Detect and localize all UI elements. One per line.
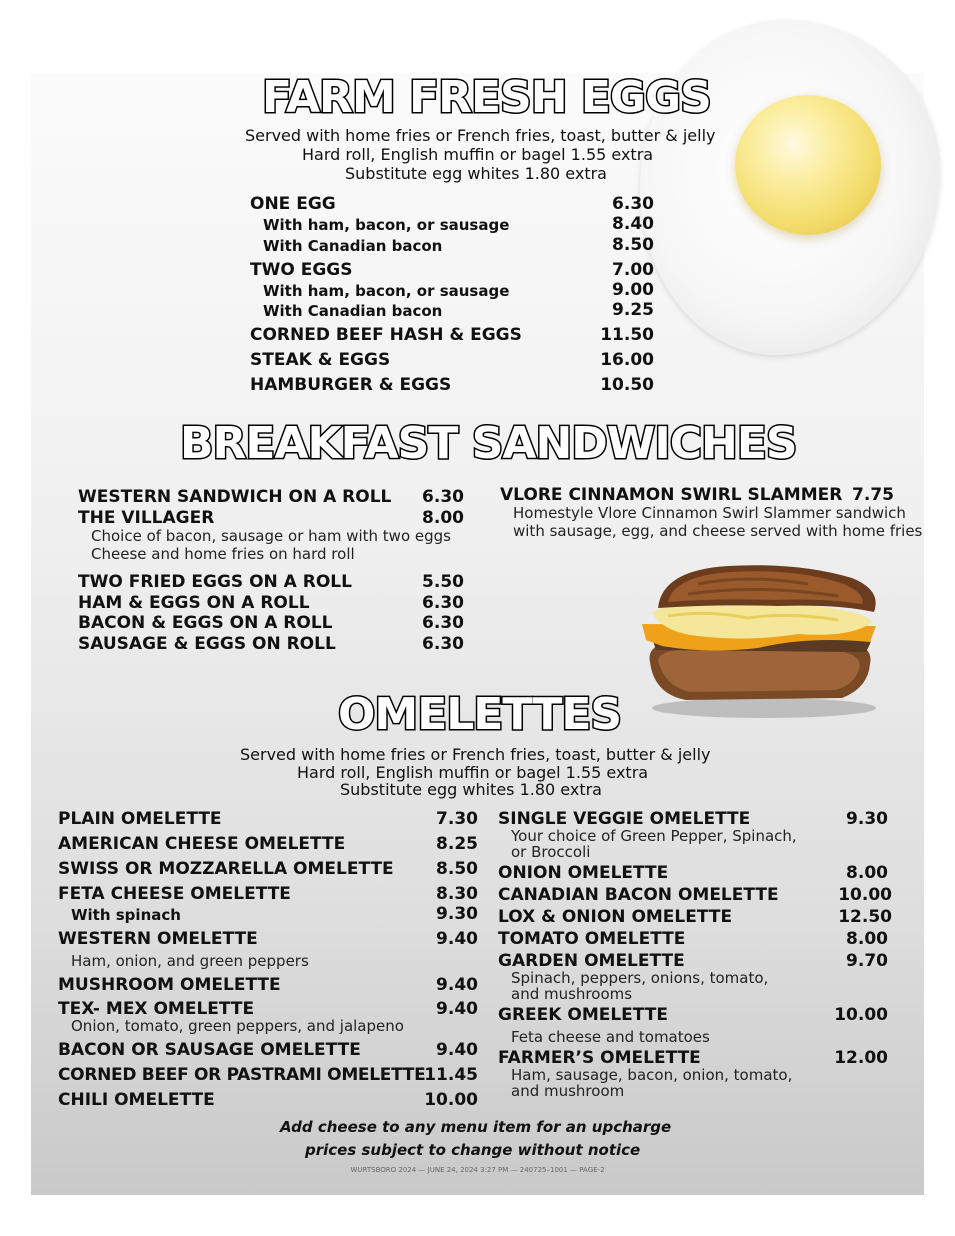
omelettes-subtitle-1: Served with home fries or French fries, toast, butter & jelly bbox=[240, 745, 711, 764]
menu-item bbox=[263, 237, 654, 255]
item-price: 9.00 bbox=[612, 280, 654, 300]
menu-item bbox=[498, 929, 888, 949]
item-price: 10.50 bbox=[600, 375, 654, 395]
menu-item bbox=[78, 593, 464, 613]
menu-item bbox=[263, 302, 654, 320]
menu-item bbox=[78, 487, 464, 507]
omelettes-subtitle-2: Hard roll, English muffin or bagel 1.55 extra bbox=[297, 763, 649, 782]
item-price: 6.30 bbox=[612, 194, 654, 214]
menu-item bbox=[58, 834, 478, 854]
item-price: 5.50 bbox=[422, 572, 464, 592]
item-price: 11.50 bbox=[600, 325, 654, 345]
item-name: CANADIAN BACON OMELETTE bbox=[498, 885, 779, 905]
item-description: Onion, tomato, green peppers, and jalapeno bbox=[71, 1017, 404, 1035]
item-description: Choice of bacon, sausage or ham with two eggs bbox=[91, 527, 451, 545]
item-price: 7.00 bbox=[612, 260, 654, 280]
item-price: 8.00 bbox=[846, 863, 888, 883]
item-price: 9.25 bbox=[612, 300, 654, 320]
item-name: SINGLE VEGGIE OMELETTE bbox=[498, 809, 751, 829]
menu-item bbox=[78, 634, 464, 654]
item-description: Ham, sausage, bacon, onion, tomato, bbox=[511, 1066, 793, 1084]
item-price: 10.00 bbox=[834, 1005, 888, 1025]
item-name: BACON OR SAUSAGE OMELETTE bbox=[58, 1040, 361, 1060]
item-name: WESTERN SANDWICH ON A ROLL bbox=[78, 487, 392, 507]
item-name: TEX- MEX OMELETTE bbox=[58, 999, 255, 1019]
item-name: THE VILLAGER bbox=[78, 508, 215, 528]
menu-item bbox=[498, 885, 892, 905]
menu-item bbox=[263, 282, 654, 300]
item-description: Feta cheese and tomatoes bbox=[511, 1028, 710, 1046]
item-name: TOMATO OMELETTE bbox=[498, 929, 686, 949]
item-price: 12.00 bbox=[834, 1048, 888, 1068]
item-description: or Broccoli bbox=[511, 843, 591, 861]
menu-item bbox=[263, 216, 654, 234]
item-name: FETA CHEESE OMELETTE bbox=[58, 884, 291, 904]
menu-item bbox=[250, 375, 654, 395]
item-price: 9.40 bbox=[436, 929, 478, 949]
menu-item bbox=[78, 572, 464, 592]
item-price: 9.70 bbox=[846, 951, 888, 971]
item-price: 7.30 bbox=[436, 809, 478, 829]
item-price: 10.00 bbox=[424, 1090, 478, 1110]
item-name: With spinach bbox=[71, 906, 181, 924]
item-description: and mushrooms bbox=[511, 985, 633, 1003]
item-description: Cheese and home fries on hard roll bbox=[91, 545, 355, 563]
item-name: CHILI OMELETTE bbox=[58, 1090, 215, 1110]
menu-item bbox=[78, 508, 464, 528]
item-name: TWO EGGS bbox=[250, 260, 353, 280]
menu-item bbox=[250, 325, 654, 345]
item-description: Ham, onion, and green peppers bbox=[71, 952, 309, 970]
item-name: ONE EGG bbox=[250, 194, 336, 214]
menu-item bbox=[58, 1065, 478, 1085]
menu-item bbox=[58, 975, 478, 995]
eggs-title: FARM FRESH EGGS bbox=[262, 72, 711, 123]
item-name: CORNED BEEF HASH & EGGS bbox=[250, 325, 522, 345]
price-note: prices subject to change without notice bbox=[305, 1141, 641, 1159]
menu-item bbox=[500, 485, 894, 505]
item-price: 9.40 bbox=[436, 975, 478, 995]
sandwiches-title: BREAKFAST SANDWICHES bbox=[180, 418, 797, 469]
menu-item bbox=[58, 929, 478, 949]
item-price: 8.40 bbox=[612, 214, 654, 234]
menu-item bbox=[58, 1090, 478, 1110]
menu-item bbox=[58, 884, 478, 904]
item-name: SWISS OR MOZZARELLA OMELETTE bbox=[58, 859, 394, 879]
menu-item bbox=[250, 194, 654, 214]
omelettes-subtitle-3: Substitute egg whites 1.80 extra bbox=[340, 780, 602, 799]
item-name: With Canadian bacon bbox=[263, 302, 443, 320]
item-price: 9.40 bbox=[436, 1040, 478, 1060]
menu-item bbox=[498, 809, 888, 829]
item-price: 8.00 bbox=[846, 929, 888, 949]
sandwich-image bbox=[638, 560, 884, 720]
item-price: 9.30 bbox=[846, 809, 888, 829]
item-name: ONION OMELETTE bbox=[498, 863, 669, 883]
item-price: 7.75 bbox=[852, 485, 894, 505]
item-price: 9.40 bbox=[436, 999, 478, 1019]
item-name: GREEK OMELETTE bbox=[498, 1005, 668, 1025]
item-name: PLAIN OMELETTE bbox=[58, 809, 222, 829]
item-price: 6.30 bbox=[422, 593, 464, 613]
menu-item bbox=[250, 260, 654, 280]
menu-item bbox=[78, 613, 464, 633]
menu-item bbox=[250, 350, 654, 370]
menu-item bbox=[498, 1005, 888, 1025]
item-price: 8.30 bbox=[436, 884, 478, 904]
menu-item bbox=[58, 1040, 478, 1060]
eggs-subtitle-3: Substitute egg whites 1.80 extra bbox=[345, 164, 607, 183]
item-price: 12.50 bbox=[838, 907, 892, 927]
item-description: Homestyle Vlore Cinnamon Swirl Slammer sandwich bbox=[513, 504, 906, 522]
menu-item bbox=[58, 809, 478, 829]
item-name: BACON & EGGS ON A ROLL bbox=[78, 613, 333, 633]
menu-item bbox=[498, 1048, 888, 1068]
item-name: VLORE CINNAMON SWIRL SLAMMER bbox=[500, 485, 843, 505]
egg-yolk-image bbox=[735, 95, 881, 235]
item-name: FARMER’S OMELETTE bbox=[498, 1048, 701, 1068]
menu-item bbox=[498, 907, 892, 927]
eggs-subtitle-1: Served with home fries or French fries, toast, butter & jelly bbox=[245, 126, 716, 145]
item-price: 10.00 bbox=[838, 885, 892, 905]
omelettes-title: OMELETTES bbox=[338, 689, 622, 740]
item-price: 11.45 bbox=[424, 1065, 478, 1085]
item-name: SAUSAGE & EGGS ON ROLL bbox=[78, 634, 336, 654]
item-price: 8.50 bbox=[612, 235, 654, 255]
item-price: 9.30 bbox=[436, 904, 478, 924]
eggs-subtitle-2: Hard roll, English muffin or bagel 1.55 extra bbox=[302, 145, 654, 164]
item-price: 6.30 bbox=[422, 634, 464, 654]
item-price: 8.50 bbox=[436, 859, 478, 879]
cheese-note: Add cheese to any menu item for an upcharge bbox=[280, 1118, 672, 1136]
item-description: Spinach, peppers, onions, tomato, bbox=[511, 969, 769, 987]
item-name: With Canadian bacon bbox=[263, 237, 443, 255]
item-name: STEAK & EGGS bbox=[250, 350, 391, 370]
item-description: and mushroom bbox=[511, 1082, 625, 1100]
item-name: GARDEN OMELETTE bbox=[498, 951, 685, 971]
item-price: 6.30 bbox=[422, 487, 464, 507]
menu-item bbox=[58, 859, 478, 879]
item-name: TWO FRIED EGGS ON A ROLL bbox=[78, 572, 352, 592]
menu-item bbox=[71, 906, 478, 924]
menu-item bbox=[58, 999, 478, 1019]
item-price: 6.30 bbox=[422, 613, 464, 633]
menu-item bbox=[498, 951, 888, 971]
item-price: 8.00 bbox=[422, 508, 464, 528]
item-description: Your choice of Green Pepper, Spinach, bbox=[511, 827, 797, 845]
item-name: MUSHROOM OMELETTE bbox=[58, 975, 281, 995]
footer-info: WURTSBORO 2024 — JUNE 24, 2024 3:27 PM — 240725–1001 — PAGE-2 bbox=[350, 1166, 605, 1174]
item-name: With ham, bacon, or sausage bbox=[263, 216, 510, 234]
item-name: AMERICAN CHEESE OMELETTE bbox=[58, 834, 346, 854]
item-name: WESTERN OMELETTE bbox=[58, 929, 258, 949]
item-description: with sausage, egg, and cheese served with home fries bbox=[513, 522, 923, 540]
item-name: HAM & EGGS ON A ROLL bbox=[78, 593, 310, 613]
item-name: LOX & ONION OMELETTE bbox=[498, 907, 733, 927]
item-name: CORNED BEEF OR PASTRAMI OMELETTE bbox=[58, 1065, 426, 1085]
item-name: HAMBURGER & EGGS bbox=[250, 375, 452, 395]
item-price: 8.25 bbox=[436, 834, 478, 854]
item-name: With ham, bacon, or sausage bbox=[263, 282, 510, 300]
menu-item bbox=[498, 863, 888, 883]
item-price: 16.00 bbox=[600, 350, 654, 370]
